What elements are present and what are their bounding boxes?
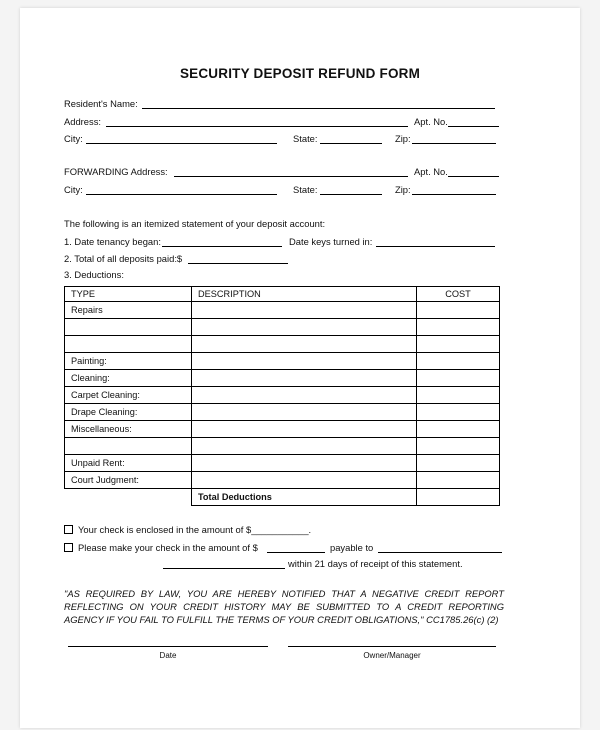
- form-title: SECURITY DEPOSIT REFUND FORM: [179, 66, 421, 81]
- row-cost[interactable]: [417, 472, 500, 489]
- date-label: Date: [159, 651, 177, 660]
- table-row: [65, 438, 500, 455]
- check-enclosed-row: [64, 524, 311, 535]
- row-cost[interactable]: [417, 455, 500, 472]
- row-type: Miscellaneous:: [65, 421, 192, 438]
- table-row: [65, 404, 500, 421]
- row-description[interactable]: [192, 387, 417, 404]
- row-description[interactable]: [192, 438, 417, 455]
- forwarding-apt-label: Apt. No.: [414, 166, 448, 177]
- row-type: [65, 319, 192, 336]
- forwarding-apt-field[interactable]: [448, 176, 499, 177]
- form-page: [20, 8, 580, 728]
- forwarding-city-label: City:: [64, 184, 83, 195]
- forwarding-state-field[interactable]: [320, 194, 382, 195]
- state-field[interactable]: [320, 143, 382, 144]
- zip-label: Zip:: [395, 133, 411, 144]
- row-type: Cleaning:: [65, 370, 192, 387]
- total-deductions-label: Total Deductions: [192, 489, 417, 506]
- credit-report-notice: "AS REQUIRED BY LAW, YOU ARE HEREBY NOTIFIED THAT A NEGATIVE CREDIT REPORT REFLECTING ON YOUR CREDIT HISTORY MAY BE SUBMITTED TO A CREDIT REPORTING AGENCY IF YOU FAIL TO FULFILL THE TERMS OF YOUR CREDIT OBLIGATIONS," CC1785.26(c) (2): [64, 588, 504, 625]
- city-label: City:: [64, 133, 83, 144]
- resident-name-field[interactable]: [142, 108, 495, 109]
- row-cost[interactable]: [417, 319, 500, 336]
- forwarding-city-field[interactable]: [86, 194, 277, 195]
- row-description[interactable]: [192, 455, 417, 472]
- table-row: [65, 370, 500, 387]
- deposits-paid-field[interactable]: [188, 263, 288, 264]
- row-type: [65, 438, 192, 455]
- row-cost[interactable]: [417, 370, 500, 387]
- make-check-amount-field[interactable]: [267, 552, 325, 553]
- address-field[interactable]: [106, 126, 408, 127]
- city-field[interactable]: [86, 143, 277, 144]
- apt-field[interactable]: [448, 126, 499, 127]
- header-cost: COST: [417, 287, 500, 302]
- table-header-row: [65, 287, 500, 302]
- table-row: [65, 387, 500, 404]
- row-description[interactable]: [192, 421, 417, 438]
- date-signature-line[interactable]: [68, 646, 268, 647]
- tenancy-began-field[interactable]: [162, 246, 282, 247]
- row-cost[interactable]: [417, 421, 500, 438]
- payable-to-field[interactable]: [378, 552, 502, 553]
- state-label: State:: [293, 133, 318, 144]
- forwarding-zip-label: Zip:: [395, 184, 411, 195]
- table-row: [65, 472, 500, 489]
- make-check-label: Please make your check in the amount of $: [78, 542, 258, 553]
- row-description[interactable]: [192, 404, 417, 421]
- apt-label: Apt. No.: [414, 116, 448, 127]
- forwarding-state-label: State:: [293, 184, 318, 195]
- row-cost[interactable]: [417, 302, 500, 319]
- owner-manager-label: Owner/Manager: [363, 651, 421, 660]
- row-type: Court Judgment:: [65, 472, 192, 489]
- table-row: [65, 336, 500, 353]
- total-row: [65, 489, 500, 506]
- row-type: Unpaid Rent:: [65, 455, 192, 472]
- row-cost[interactable]: [417, 404, 500, 421]
- table-row: [65, 302, 500, 319]
- header-type: TYPE: [65, 287, 192, 302]
- row-type: Painting:: [65, 353, 192, 370]
- row-cost[interactable]: [417, 387, 500, 404]
- table-row: [65, 421, 500, 438]
- within-days-text: within 21 days of receipt of this statement.: [288, 558, 463, 569]
- row-type: Repairs: [65, 302, 192, 319]
- keys-turned-label: Date keys turned in:: [289, 236, 373, 247]
- make-check-checkbox[interactable]: [64, 543, 73, 552]
- deposits-paid-label: 2. Total of all deposits paid:$: [64, 253, 183, 264]
- deductions-label: 3. Deductions:: [64, 269, 124, 280]
- zip-field[interactable]: [412, 143, 496, 144]
- payable-to-label: payable to: [330, 542, 374, 553]
- row-type: [65, 336, 192, 353]
- total-deductions-value[interactable]: [417, 489, 500, 506]
- header-description: DESCRIPTION: [192, 287, 417, 302]
- make-check-row: [64, 542, 258, 553]
- table-row: [65, 353, 500, 370]
- row-description[interactable]: [192, 319, 417, 336]
- row-type: Carpet Cleaning:: [65, 387, 192, 404]
- statement-intro: The following is an itemized statement of your deposit account:: [64, 218, 326, 229]
- row-description[interactable]: [192, 370, 417, 387]
- table-row: [65, 455, 500, 472]
- resident-name-label: Resident's Name:: [64, 98, 138, 109]
- owner-signature-line[interactable]: [288, 646, 496, 647]
- row-type: Drape Cleaning:: [65, 404, 192, 421]
- forwarding-zip-field[interactable]: [412, 194, 496, 195]
- row-description[interactable]: [192, 353, 417, 370]
- forwarding-address-label: FORWARDING Address:: [64, 166, 168, 177]
- check-enclosed-checkbox[interactable]: [64, 525, 73, 534]
- row-cost[interactable]: [417, 438, 500, 455]
- check-enclosed-label: Your check is enclosed in the amount of $: [78, 524, 252, 535]
- row-cost[interactable]: [417, 353, 500, 370]
- payee-name-field[interactable]: [163, 568, 285, 569]
- forwarding-address-field[interactable]: [174, 176, 408, 177]
- address-label: Address:: [64, 116, 101, 127]
- tenancy-began-label: 1. Date tenancy began:: [64, 236, 161, 247]
- check-enclosed-blank[interactable]: ___________.: [251, 524, 312, 535]
- row-description[interactable]: [192, 472, 417, 489]
- deductions-table: [64, 286, 500, 506]
- row-description[interactable]: [192, 302, 417, 319]
- keys-turned-field[interactable]: [376, 246, 495, 247]
- row-description[interactable]: [192, 336, 417, 353]
- row-cost[interactable]: [417, 336, 500, 353]
- table-row: [65, 319, 500, 336]
